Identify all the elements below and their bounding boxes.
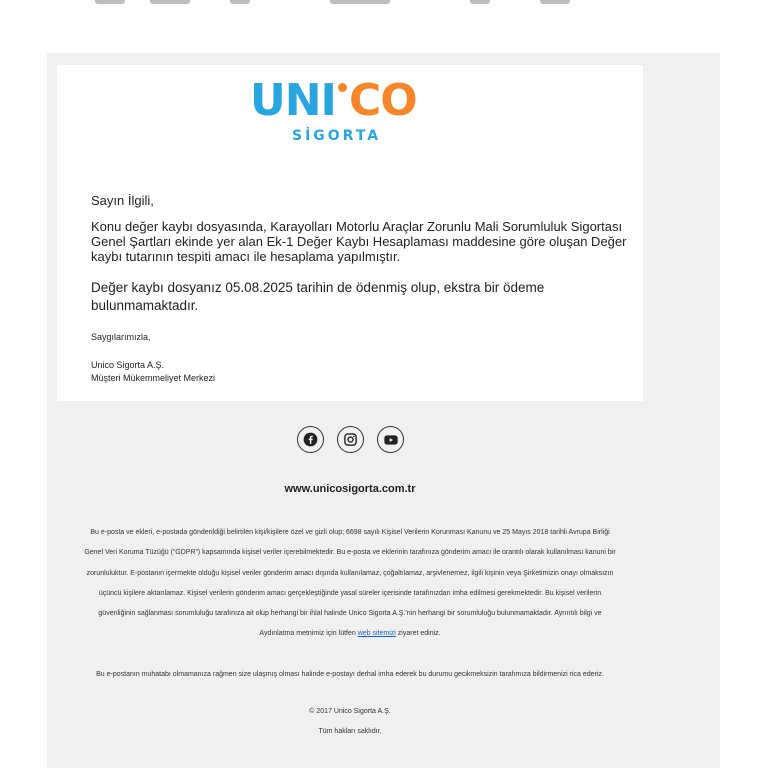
letter-card (57, 65, 643, 401)
signer-department: Müşteri Mükemmeliyet Merkezi (91, 373, 216, 383)
facebook-link[interactable] (297, 426, 324, 453)
email-body (47, 53, 720, 768)
letter-paragraph-2: Değer kaybı dosyanız 05.08.2025 tarihin de ödenmiş olup, ekstra bir ödeme bulunmamaktadır. (91, 280, 545, 313)
social-links (297, 426, 405, 453)
web-site-link[interactable]: web sitemizi (357, 630, 396, 638)
unico-sigorta-logo[interactable] (250, 75, 440, 144)
logo-text-uni: UNI (250, 75, 336, 126)
logo-subtitle: SİGORTA (292, 128, 382, 144)
legal-text: Bu e-posta ve ekleri, e-postada gönderildiği belirtilen kişi/kişilere özel ve gizli olup; 6698 sayılı Kişisel Verilerin Korunması Kanunu ve 25 Mayıs 2018 tarihli Avrupa Birliği Genel Veri Koruma Tüzüğü (“GDPR”) kapsamında kişisel veriler içerebilmektedir. Bu e-posta ve eklerinin tarafınıza gönderim amacı ile orantılı olarak kullanılması kanuni bir zorunluluktur. E-postanın içermekte olduğu kişisel veriler gönderim amacı dışında kullanılamaz, çoğaltılamaz, arşivlenemez, ilgili kişinin veya Şirketimizin onayı olmaksızın üçüncü kişilere aktarılamaz. Kişisel verilerin gönderim amacı gerçekleştiğinde yasal süreler içerisinde tarafınızdan imha edilmesi gerekmektedir. Bu kişisel verilerin güvenliğinin sağlanması sorumluluğu tarafınıza ait olup herhangi bir ihlal halinde Unico Sigorta A.Ş.'nin herhangi bir sorumluluğu bulunmamaktadır. Ayrıntılı bilgi ve Aydınlatma metnimiz için lütfen (84, 529, 616, 638)
cropped-previous-line (0, 0, 768, 10)
logo-wordmark (250, 75, 417, 126)
youtube-icon (383, 432, 399, 448)
legal-disclaimer (82, 523, 618, 645)
misdelivery-notice: Bu e-postanın muhatabı olmamanıza rağmen size ulaşmış olması halinde e-postayı derhal imha ederek bu durumu gecikmeksizin tarafımıza bildirmenizi rica ederiz. (96, 671, 604, 678)
copyright: © 2017 Unico Sigorta A.Ş. (309, 708, 391, 715)
greeting: Sayın İlgili, (91, 193, 154, 208)
letter-paragraph-1: Konu değer kaybı dosyasında, Karayolları Motorlu Araçlar Zorunlu Mali Sorumluluk Sigortası Genel Şartları ekinde yer alan Ek-1 Değer Kaybı Hesaplaması maddesine göre oluşan Değer kaybı tutarının tespiti amacı ile hesaplama yapılmıştır. (91, 219, 627, 264)
instagram-link[interactable] (337, 426, 364, 453)
signature-block (91, 359, 215, 385)
logo-dot-icon (338, 83, 347, 92)
logo-text-co: CO (348, 75, 417, 126)
legal-suffix: ziyaret ediniz. (395, 630, 441, 638)
youtube-link[interactable] (377, 426, 404, 453)
rights-reserved: Tüm hakları saklıdır. (318, 728, 382, 735)
closing: Saygılarımızla, (91, 332, 151, 342)
instagram-icon (343, 432, 358, 447)
signer-company: Unico Sigorta A.Ş. (91, 360, 165, 370)
website-link[interactable]: www.unicosigorta.com.tr (284, 483, 416, 495)
facebook-icon (303, 432, 318, 447)
